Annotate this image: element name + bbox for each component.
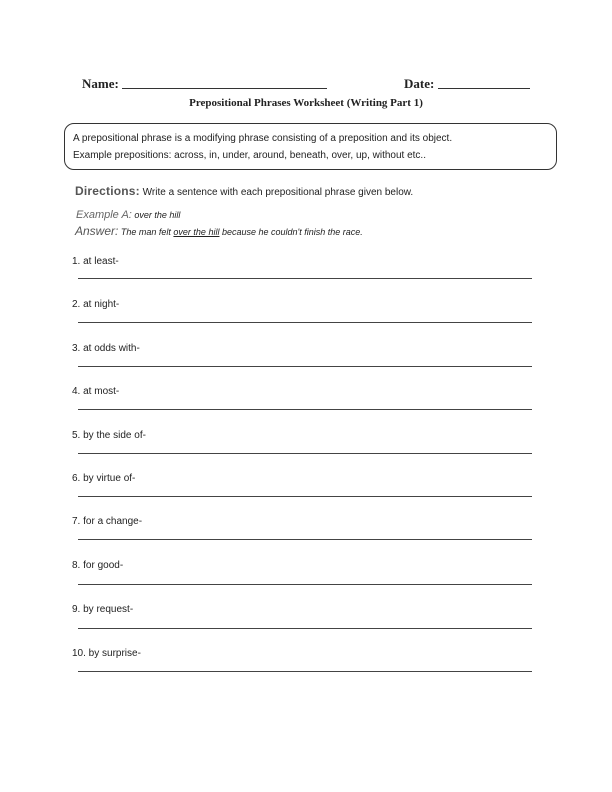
header-row <box>0 74 612 94</box>
answer-line[interactable] <box>78 584 532 585</box>
item-label: 10. by surprise- <box>72 648 141 659</box>
name-label: Name: <box>82 76 119 91</box>
item-label: 9. by request- <box>72 604 134 615</box>
example-phrase: over the hill <box>134 210 181 220</box>
definition-text: A prepositional phrase is a modifying phrase consisting of a preposition and its object. <box>73 133 453 144</box>
answer-line[interactable] <box>78 278 532 279</box>
answer-line[interactable] <box>78 366 532 367</box>
name-field[interactable] <box>122 88 327 89</box>
answer-line[interactable] <box>78 409 532 410</box>
answer-line[interactable] <box>78 539 532 540</box>
answer-underlined-phrase: over the hill <box>173 227 220 237</box>
item-label: 2. at night- <box>72 299 120 310</box>
date-field[interactable] <box>438 88 530 89</box>
answer-line[interactable] <box>78 628 532 629</box>
item-label: 8. for good- <box>72 560 124 571</box>
example-a <box>76 209 180 221</box>
directions-label: Directions: <box>75 184 140 198</box>
answer-before: The man felt <box>120 227 171 237</box>
example-label: Example A: <box>76 209 132 221</box>
example-prepositions-text: Example prepositions: across, in, under, around, beneath, over, up, without etc.. <box>73 150 426 161</box>
worksheet-title: Prepositional Phrases Worksheet (Writing Part 1) <box>189 97 423 109</box>
answer-label: Answer: <box>75 224 119 238</box>
item-label: 6. by virtue of- <box>72 473 136 484</box>
definition-box <box>64 123 557 170</box>
answer-line[interactable] <box>78 453 532 454</box>
item-label: 4. at most- <box>72 386 120 397</box>
item-label: 3. at odds with- <box>72 343 140 354</box>
example-answer <box>75 224 363 238</box>
answer-line[interactable] <box>78 496 532 497</box>
item-label: 1. at least- <box>72 256 119 267</box>
date-label: Date: <box>404 76 435 91</box>
answer-line[interactable] <box>78 322 532 323</box>
directions <box>75 184 413 198</box>
answer-after: because he couldn't finish the race. <box>221 227 363 237</box>
item-label: 5. by the side of- <box>72 430 146 441</box>
answer-line[interactable] <box>78 671 532 672</box>
directions-text: Write a sentence with each prepositional phrase given below. <box>142 187 414 198</box>
item-label: 7. for a change- <box>72 516 143 527</box>
